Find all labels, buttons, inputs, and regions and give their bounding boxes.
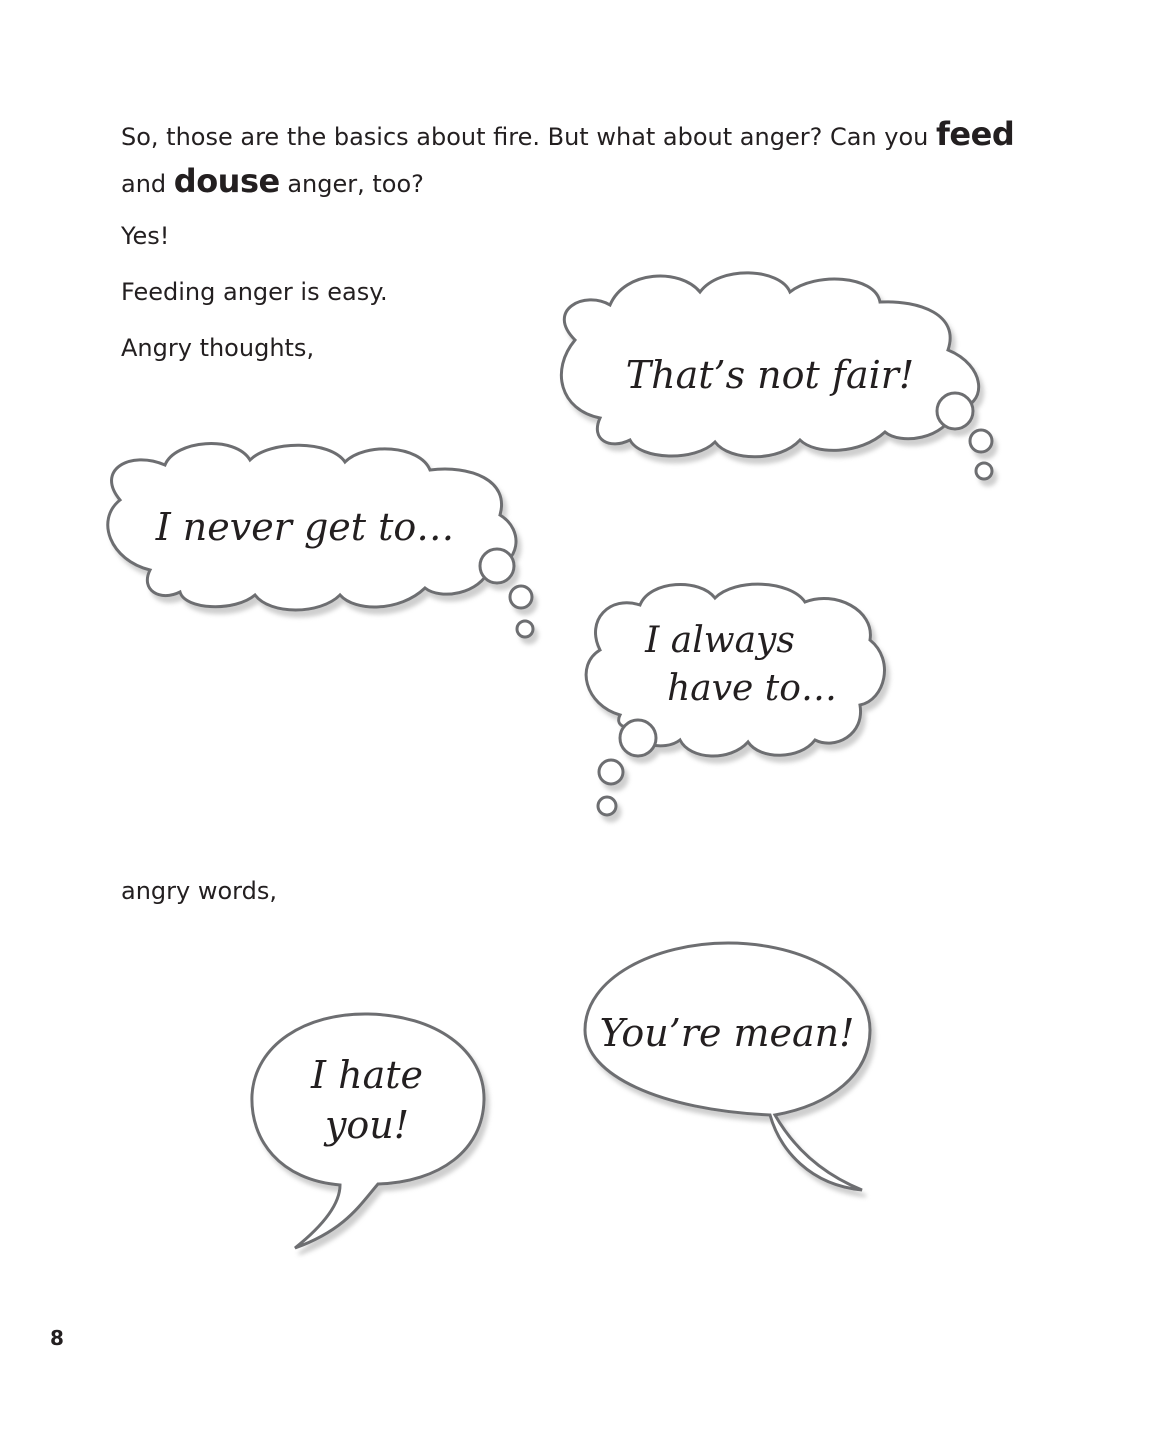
feed-emphasis: feed	[936, 115, 1015, 153]
angry-words-text: angry words,	[121, 877, 277, 905]
thought-never-get-text: I never get to…	[155, 505, 455, 549]
intro-text-part2: anger, too?	[279, 170, 424, 198]
page-number: 8	[50, 1326, 64, 1350]
speech-hate-line1: I hate	[311, 1053, 423, 1097]
yes-text: Yes!	[121, 222, 170, 250]
feeding-text: Feeding anger is easy.	[121, 278, 388, 306]
thought-always-line1: I always	[645, 620, 795, 661]
douse-emphasis: douse	[173, 162, 280, 200]
intro-text-part1: So, those are the basics about fire. But what about anger? Can you	[121, 123, 936, 151]
speech-hate-line2: you!	[324, 1103, 410, 1147]
speech-bubble-mean	[585, 943, 870, 1190]
intro-text-and: and	[121, 170, 174, 198]
angry-thoughts-text: Angry thoughts,	[121, 334, 315, 362]
thought-not-fair-text: That’s not fair!	[625, 353, 915, 397]
thought-always-line2: have to…	[667, 668, 837, 709]
speech-mean-text: You’re mean!	[599, 1011, 855, 1055]
